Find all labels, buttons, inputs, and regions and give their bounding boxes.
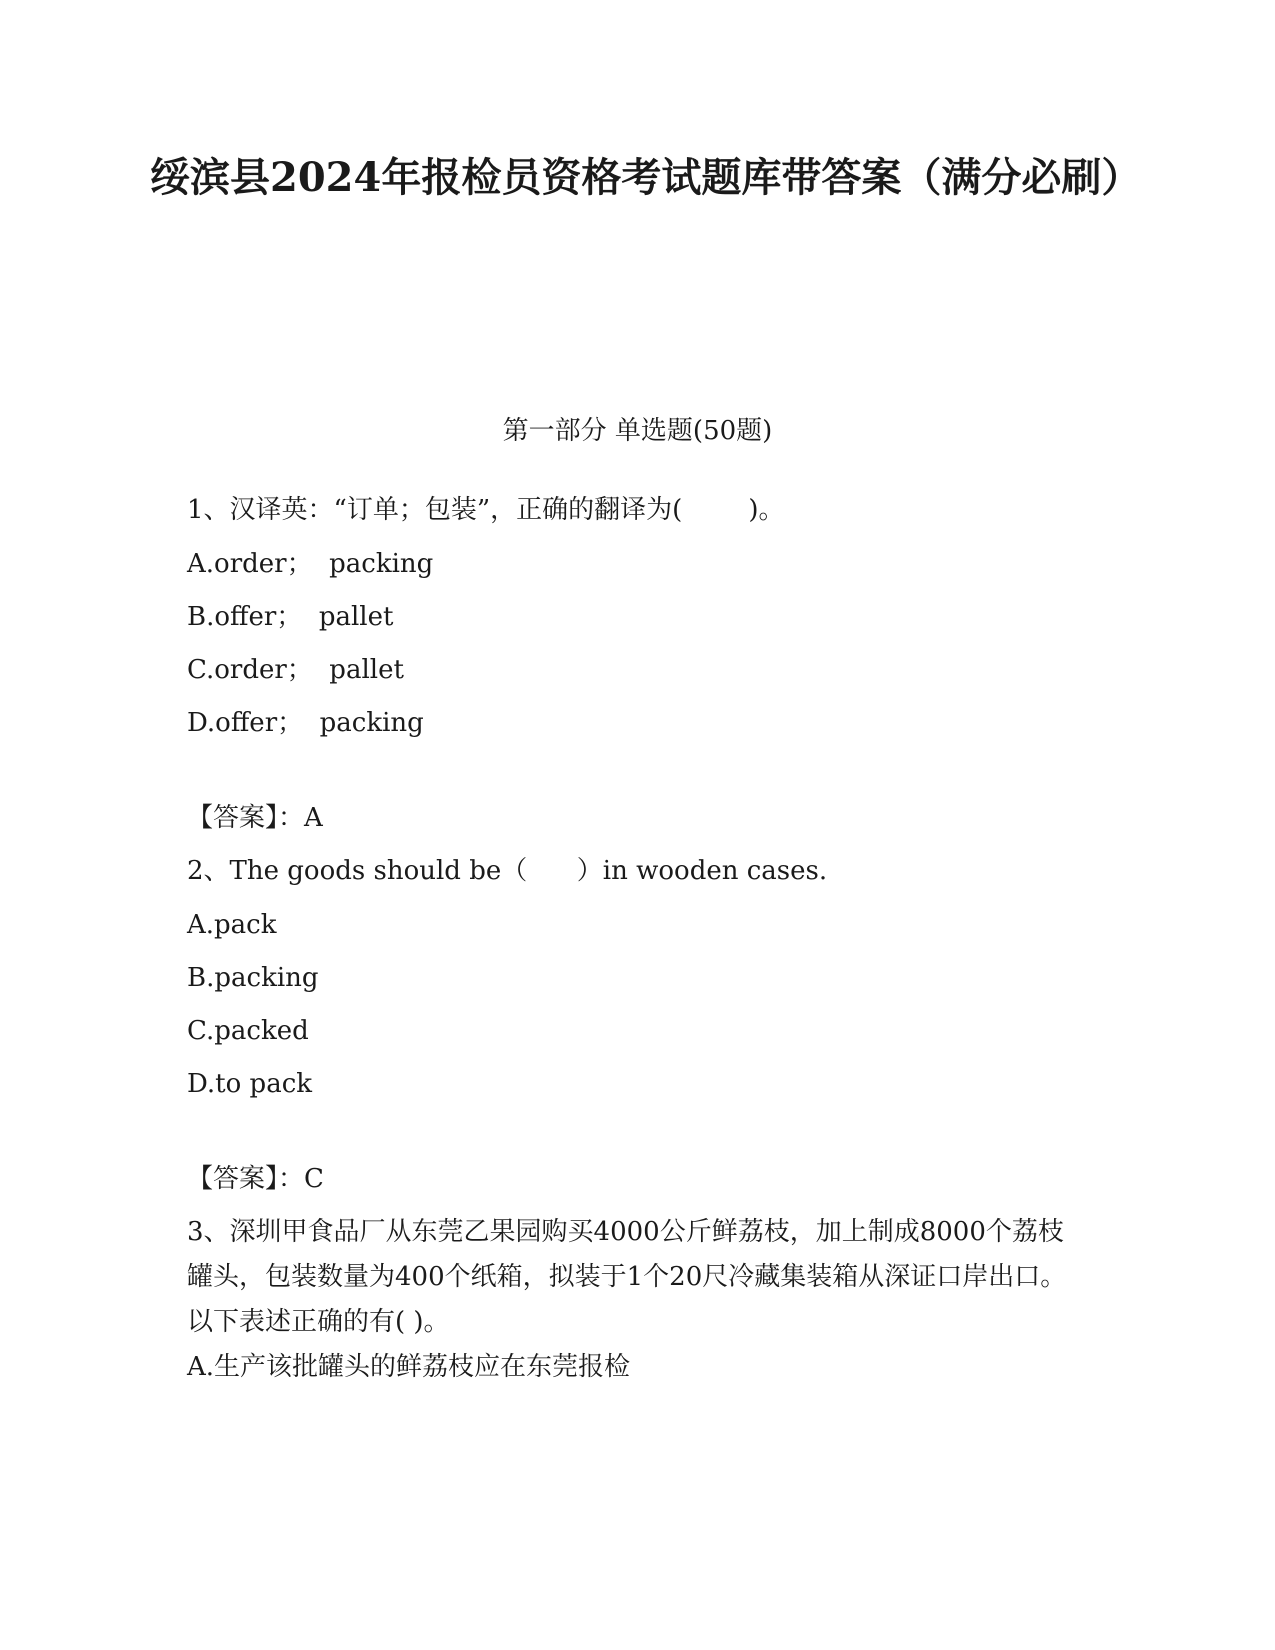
question-1-option-c: C.order； pallet (187, 655, 404, 685)
question-2-option-c: C.packed (187, 1016, 309, 1046)
question-1-option-a: A.order； packing (187, 549, 434, 579)
question-2-stem: 2、The goods should be（ ）in wooden cases. (187, 856, 828, 886)
question-2-option-b: B.packing (187, 963, 319, 993)
question-3-option-a: A.生产该批罐头的鲜荔枝应在东莞报检 (187, 1352, 631, 1382)
question-3-stem: 3、深圳甲食品厂从东莞乙果园购买4000公斤鲜荔枝，加上制成8000个荔枝罐头，包装数量为400个纸箱，拟装于1个20尺冷藏集装箱从深证口岸出口。以下表述正确的有( )。 (187, 1217, 1067, 1337)
question-1-answer: 【答案】：A (187, 803, 323, 833)
question-1-option-d: D.offer； packing (187, 708, 424, 738)
question-2-option-d: D.to pack (187, 1069, 313, 1099)
question-1-option-b: B.offer； pallet (187, 602, 394, 632)
section-heading: 第一部分 单选题(50题) (502, 416, 773, 446)
question-1-stem: 1、汉译英：“订单；包装”，正确的翻译为( )。 (187, 495, 785, 525)
document-title: 绥滨县2024年报检员资格考试题库带答案（满分必刷） (150, 154, 1142, 201)
question-2-option-a: A.pack (187, 910, 277, 940)
question-2-answer: 【答案】：C (187, 1164, 324, 1194)
